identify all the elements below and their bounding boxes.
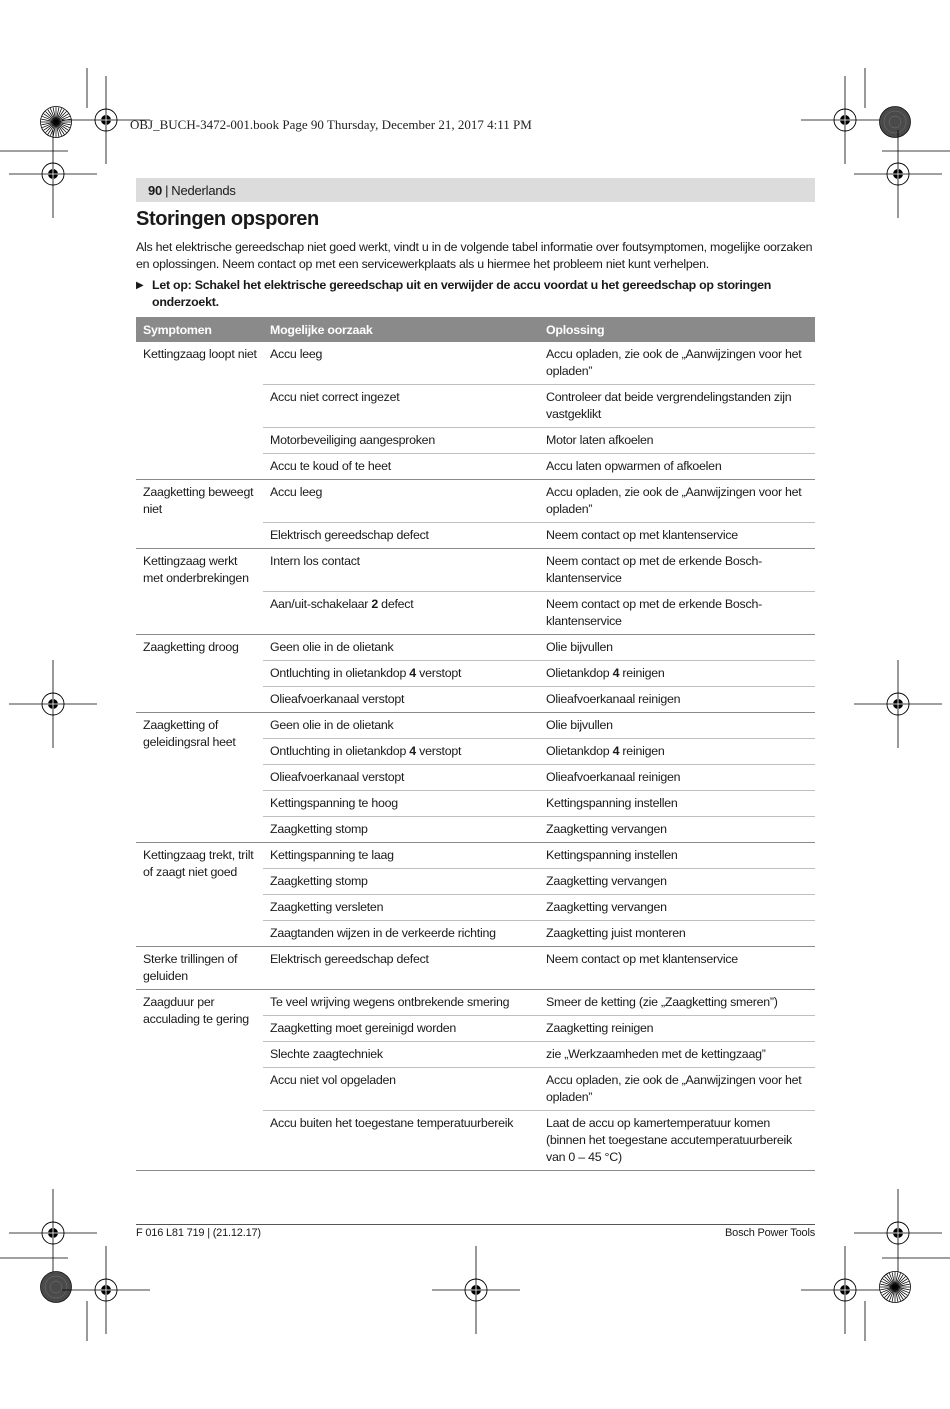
cause-part-number: 2 xyxy=(371,597,378,611)
solution-text: reinigen xyxy=(619,744,665,758)
solution-text: Olietankdop xyxy=(546,666,613,680)
cause-cell: Kettingspanning te hoog xyxy=(263,791,539,817)
solution-cell: Neem contact op met de erkende Bosch-klantenservice xyxy=(539,592,815,635)
warning-text: Let op: Schakel het elektrische gereedschap uit en verwijder de accu voordat u het gereedschap op storingen onderzoekt. xyxy=(152,278,772,309)
symptom-cell: Kettingzaag werkt met onderbrekingen xyxy=(136,549,263,635)
table-header-row xyxy=(136,317,815,342)
cause-text: Aan/uit-schakelaar xyxy=(270,597,372,611)
table-row xyxy=(136,342,815,385)
symptom-cell: Zaagketting of geleidingsral heet xyxy=(136,713,263,843)
crosshair-circle-icon xyxy=(9,660,97,748)
crosshair-circle-icon xyxy=(9,130,97,218)
solution-cell: Zaagketting juist monteren xyxy=(539,921,815,947)
cause-cell: Geen olie in de olietank xyxy=(263,713,539,739)
footer-brand: Bosch Power Tools xyxy=(725,1227,815,1239)
solution-cell: Olieafvoerkanaal reinigen xyxy=(539,765,815,791)
symptom-cell: Kettingzaag loopt niet xyxy=(136,342,263,480)
arrow-right-icon: ▶ xyxy=(136,280,144,291)
solution-cell: Olie bijvullen xyxy=(539,635,815,661)
cause-cell: Zaagketting versleten xyxy=(263,895,539,921)
solution-part-number: 4 xyxy=(612,666,620,680)
crosshair-circle-icon xyxy=(801,1246,889,1334)
cause-text: defect xyxy=(377,597,414,611)
troubleshooting-table xyxy=(136,317,815,1171)
symptom-cell: Sterke trillingen of geluiden xyxy=(136,947,263,990)
solution-cell: Smeer de ketting (zie „Zaagketting smeren”) xyxy=(539,990,815,1016)
starburst-icon xyxy=(41,107,72,138)
cause-cell: Zaagketting stomp xyxy=(263,817,539,843)
color-patch-icon xyxy=(880,107,911,138)
solution-cell xyxy=(539,739,815,765)
symptom-cell: Zaagketting droog xyxy=(136,635,263,713)
solution-cell: Neem contact op met klantenservice xyxy=(539,947,815,990)
cause-cell: Elektrisch gereedschap defect xyxy=(263,947,539,990)
crosshair-circle-icon xyxy=(62,1246,150,1334)
crosshair-circle-icon xyxy=(801,76,889,164)
crosshair-circle-icon xyxy=(854,660,942,748)
solution-cell: Neem contact op met de erkende Bosch-klantenservice xyxy=(539,549,815,592)
table-row xyxy=(136,990,815,1016)
solution-cell: Zaagketting vervangen xyxy=(539,869,815,895)
cause-text: Ontluchting in olietankdop xyxy=(270,666,410,680)
cause-cell: Geen olie in de olietank xyxy=(263,635,539,661)
cause-cell: Accu buiten het toegestane temperatuurbereik xyxy=(263,1111,539,1171)
cause-part-number: 4 xyxy=(409,744,416,758)
table-body xyxy=(136,342,815,1171)
page-title: Storingen opsporen xyxy=(136,208,319,230)
intro-paragraph: Als het elektrische gereedschap niet goed werkt, vindt u in de volgende tabel informatie over foutsymptomen, mogelijke oorzaken en oplossingen. Neem contact op met een servicewerkplaats als u hiermee het probleem niet kunt verhelpen. xyxy=(136,240,813,271)
page-info: OBJ_BUCH-3472-001.book Page 90 Thursday, December 21, 2017 4:11 PM xyxy=(130,117,532,132)
cause-cell: Olieafvoerkanaal verstopt xyxy=(263,765,539,791)
cause-cell: Accu leeg xyxy=(263,342,539,385)
cause-cell: Te veel wrijving wegens ontbrekende smering xyxy=(263,990,539,1016)
header-language: Nederlands xyxy=(171,182,236,198)
cause-cell: Olieafvoerkanaal verstopt xyxy=(263,687,539,713)
crosshair-circle-icon xyxy=(854,130,942,218)
symptom-cell: Zaagduur per acculading te gering xyxy=(136,990,263,1171)
solution-cell: Olie bijvullen xyxy=(539,713,815,739)
column-header-symptoms: Symptomen xyxy=(136,317,263,342)
footer-rule xyxy=(136,1224,815,1225)
cause-cell xyxy=(263,739,539,765)
table-row xyxy=(136,549,815,592)
table-row xyxy=(136,843,815,869)
cause-cell: Kettingspanning te laag xyxy=(263,843,539,869)
symptom-cell: Kettingzaag trekt, trilt of zaagt niet goed xyxy=(136,843,263,947)
solution-cell: Kettingspanning instellen xyxy=(539,843,815,869)
crosshair-circle-icon xyxy=(432,1246,520,1334)
symptom-cell: Zaagketting beweegt niet xyxy=(136,480,263,549)
cause-part-number: 4 xyxy=(409,666,416,680)
solution-cell: Motor laten afkoelen xyxy=(539,428,815,454)
solution-cell: Zaagketting vervangen xyxy=(539,895,815,921)
color-patch-icon xyxy=(41,1272,72,1303)
warning-note xyxy=(136,277,816,311)
solution-text: Olietankdop xyxy=(546,744,613,758)
cause-text: verstopt xyxy=(415,744,462,758)
solution-cell xyxy=(539,661,815,687)
column-header-solution: Oplossing xyxy=(539,317,815,342)
solution-part-number: 4 xyxy=(612,744,620,758)
cause-cell: Zaagketting stomp xyxy=(263,869,539,895)
solution-cell: Laat de accu op kamertemperatuur komen (binnen het toegestane accutemperatuurbereik van 0 – 45 °C) xyxy=(539,1111,815,1171)
cause-cell: Slechte zaagtechniek xyxy=(263,1042,539,1068)
table-row xyxy=(136,480,815,523)
cause-cell: Zaagketting moet gereinigd worden xyxy=(263,1016,539,1042)
cause-text: Ontluchting in olietankdop xyxy=(270,744,410,758)
solution-cell: Controleer dat beide vergrendelingstanden zijn vastgeklikt xyxy=(539,385,815,428)
solution-cell: Accu opladen, zie ook de „Aanwijzingen voor het opladen” xyxy=(539,1068,815,1111)
solution-cell: Zaagketting vervangen xyxy=(539,817,815,843)
table-row xyxy=(136,947,815,990)
cause-cell: Elektrisch gereedschap defect xyxy=(263,523,539,549)
table-row xyxy=(136,635,815,661)
solution-cell: Kettingspanning instellen xyxy=(539,791,815,817)
page-header xyxy=(136,178,815,202)
cause-cell: Motorbeveiliging aangesproken xyxy=(263,428,539,454)
solution-text: reinigen xyxy=(619,666,665,680)
solution-cell: Accu laten opwarmen of afkoelen xyxy=(539,454,815,480)
page-number: 90 xyxy=(148,182,163,198)
crosshair-circle-icon xyxy=(854,1189,942,1277)
solution-cell: Neem contact op met klantenservice xyxy=(539,523,815,549)
table-row xyxy=(136,713,815,739)
starburst-icon xyxy=(880,1272,911,1303)
solution-cell: Zaagketting reinigen xyxy=(539,1016,815,1042)
cause-cell xyxy=(263,661,539,687)
cause-cell: Accu niet vol opgeladen xyxy=(263,1068,539,1111)
cause-cell xyxy=(263,592,539,635)
cause-cell: Intern los contact xyxy=(263,549,539,592)
footer-document-id: F 016 L81 719 | (21.12.17) xyxy=(136,1227,261,1239)
cause-cell: Zaagtanden wijzen in de verkeerde richting xyxy=(263,921,539,947)
solution-cell: Accu opladen, zie ook de „Aanwijzingen voor het opladen” xyxy=(539,480,815,523)
solution-cell: Olieafvoerkanaal reinigen xyxy=(539,687,815,713)
column-header-cause: Mogelijke oorzaak xyxy=(263,317,539,342)
solution-cell: zie „Werkzaamheden met de kettingzaag” xyxy=(539,1042,815,1068)
cause-cell: Accu te koud of te heet xyxy=(263,454,539,480)
cause-cell: Accu leeg xyxy=(263,480,539,523)
crosshair-circle-icon xyxy=(9,1189,97,1277)
cause-text: verstopt xyxy=(415,666,462,680)
solution-cell: Accu opladen, zie ook de „Aanwijzingen voor het opladen” xyxy=(539,342,815,385)
header-separator: | xyxy=(165,182,169,198)
cause-cell: Accu niet correct ingezet xyxy=(263,385,539,428)
